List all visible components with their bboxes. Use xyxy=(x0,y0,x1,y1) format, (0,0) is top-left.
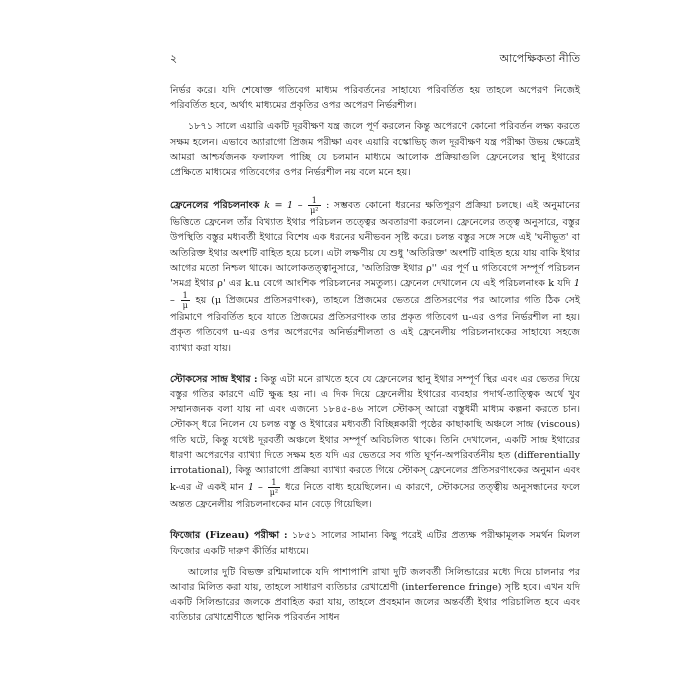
formula-3-fraction xyxy=(268,478,280,497)
paragraph-3-end: হয় (μ প্রিজমের প্রতিসরণাংক), তাহলে প্রিজমের ভেতরে প্রতিসরণের পর আলোর গতি ঠিক সেই পরিমাণে পরিবর্তিত হবে যাতে প্রিজমের প্রতিসরণাংক তার প্রকৃত গতিবেগ u-এর ওপর নির্ভরশীল না হয়। প্রকৃত গতিবেগ u-এর ওপর অপেরণের অনির্ভরশীলতা ও এই ফ্রেনেলীয় পরিচলনাংকের সাহায্যে সহজে ব্যাখ্যা করা যায়। xyxy=(170,295,580,354)
formula-3-lhs: 1 – xyxy=(247,482,263,494)
stokes-heading: স্টোকসের সান্দ্র ইথার : xyxy=(170,373,258,385)
formula-2-fraction xyxy=(181,291,190,310)
paragraph-5-body: ১৮৫১ সালের সামান্য কিছু পরেই এটির প্রত্যক্ষ পরীক্ষামূলক সমর্থন মিলল ফিজোর একটি দারুণ কীর্তির মাধ্যমে। xyxy=(170,530,580,557)
formula-k-lhs: k = 1 – xyxy=(264,200,303,212)
formula-2-denominator: μ xyxy=(182,301,188,311)
page-number: ২ xyxy=(170,52,178,65)
paragraph-6: আলোর দুটি বিভক্ত রশ্মিমালাকে যদি পাশাপাশি রাখা দুটি জলবর্তী সিলিন্ডারের মধ্যে দিয়ে চালনার পর আবার মিলিত করা যায়, তাহলে সাধারণ ব্যতিচার রেখাশ্রেণী (interference fringe) সৃষ্টি হবে। এখন যদি একটি সিলিন্ডারের জলকে প্রবাহিত করা যায়, তাহলে প্রবহমান জলের অন্তর্বর্তী ইথার পরিচালিত হবে এবং ব্যতিচার রেখাশ্রেণীতে স্থানিক পরিবর্তন সাধন xyxy=(170,566,580,624)
running-head xyxy=(170,50,580,69)
header-title: আপেক্ষিকতা নীতি xyxy=(499,52,580,65)
paragraph-3 xyxy=(170,196,580,356)
formula-2-lhs: 1 – xyxy=(170,278,580,307)
paragraph-5 xyxy=(170,528,580,558)
paragraph-2: ১৮৭১ সালে এয়ারি একটি দূরবীক্ষণ যন্ত্র জলে পূর্ণ করলেন কিন্তু অপেরণে কোনো পরিবর্তন লক্ষ্য করতে সক্ষম হলেন। এভাবে অ্যারাগো প্রিজম পরীক্ষা এবং এয়ারি বস্কোভিচ্ জল দূরবীক্ষণ যন্ত্র পরীক্ষা উভয় ক্ষেত্রেই আমরা আশ্চর্যজনক ফলাফল পাচ্ছি যে চলমান মাধ্যমে আলোক প্রক্রিয়াগুলি ফ্রেনেলের স্থানু ইথারের প্রেক্ষিতে মাধ্যমের গতিবেগের ওপর নির্ভরশীল নয় বলে মনে হয়। xyxy=(170,121,580,179)
formula-3-denominator: μ² xyxy=(269,488,279,498)
fresnel-coefficient-heading: ফ্রেনেলের পরিচলনাংক xyxy=(170,200,260,212)
formula-k-fraction xyxy=(308,196,320,215)
formula-2-numerator: 1 xyxy=(181,291,190,301)
paragraph-4-end: ধরে নিতে বাধ্য হয়েছিলেন। এ কারণে, স্টোকসের তত্ত্বীয় অনুসন্ধানের ফলে অন্তত ফ্রেনেলীয় পরিচলনাংকের মান বেড়ে গিয়েছিল। xyxy=(170,482,580,511)
formula-k-denominator: μ² xyxy=(310,206,319,216)
fizeau-heading: ফিজোর (Fizeau) পরীক্ষা : xyxy=(170,530,288,542)
paragraph-1: নির্ভর করে। যদি শেষোক্ত গতিবেগ মাধ্যম পরিবর্তনের সাহায্যে পরিবর্তিত হয় তাহলে অপেরণ নিজেই পরিবর্তিত হবে, অর্থাৎ মাধ্যমের প্রকৃতির ওপর অপেরণ নির্ভরশীল। xyxy=(170,85,580,112)
paragraph-4 xyxy=(170,372,580,513)
paragraph-4-body: কিন্তু এটা মনে রাখতে হবে যে ফ্রেনেলের স্থানু ইথার সম্পূর্ণ স্থির এবং এর ভেতর দিয়ে বস্তুর গতির কারণে এটি ক্ষুব্ধ হয় না। এ দিক দিয়ে ফ্রেনেলীয় ইথারের ব্যবহার পদার্থ-তাত্ত্বিক অর্থে খুব সম্মানজনক বলা যায় না এবং এজন্যে ১৮৪৫-৪৬ সালে স্টোকস্ আরো বস্তুধর্মী মাধ্যম কল্পনা করতে চান। স্টোকস্ ধরে নিলেন যে চলন্ত বস্তু ও ইথারের মধ্যবর্তী বিচ্ছিন্নকারী পৃষ্ঠের কাছাকাছি অঞ্চলে সান্দ্র (viscous) গতি ঘটে, কিন্তু যথেষ্ট দূরবর্তী অঞ্চলে ইথার সম্পূর্ণ অবিচলিত থাকে। তিনি দেখালেন, একটি সান্দ্র ইথারের ধারণা অপেরণের ব্যাখ্যা দিতে সক্ষম হত যদি এর ভেতরে সব গতি ঘূর্ণন-অপরিবর্তনীয় হত (differentially irrotational), কিন্তু অ্যারাগো প্রক্রিয়া ব্যাখ্যা করতে গিয়ে স্টোকস্ ফ্রেনেলের প্রতিসরণাংকের অনুমান এবং k-এর ঐ একই মান xyxy=(170,373,580,494)
formula-k-numerator: 1 xyxy=(308,196,320,206)
paragraph-3-body: : সম্ভবত কোনো ধরনের ক্ষতিপূরণ প্রক্রিয়া চলছে। এই অনুমানের ভিত্তিতে ফ্রেনেল তাঁর বিখ্যাত ইথার পরিচলন তত্ত্বের অবতারণা করলেন। ফ্রেনেলের তত্ত্ব অনুসারে, বস্তুর উপস্থিতি বস্তুর মধ্যবর্তী ইথারে বিশেষ এক ধরনের ঘনীভবন সৃষ্টি করে। চলন্ত বস্তুর সঙ্গে সঙ্গে এই 'ঘনীভূত' বা অতিরিক্ত ইথার অংশটি বাহিত হয়ে চলে। এটা লক্ষণীয় যে শুধু 'অতিরিক্ত' অংশটি বাহিত হয়ে যায় বাকি ইথার আগের মতো নিশ্চল থাকে। আলোকতত্ত্বানুসারে, 'অতিরিক্ত ইথার ρ'' এর পূর্ণ u গতিবেগে সম্পূর্ণ পরিচলন 'সমগ্র ইথার ρ' এর k.u বেগে আংশিক পরিচলনের সমতুল্য। ফ্রেনেল দেখালেন যে এই পরিচলনাংক k যদি xyxy=(170,200,580,290)
formula-3-numerator: 1 xyxy=(268,478,280,488)
